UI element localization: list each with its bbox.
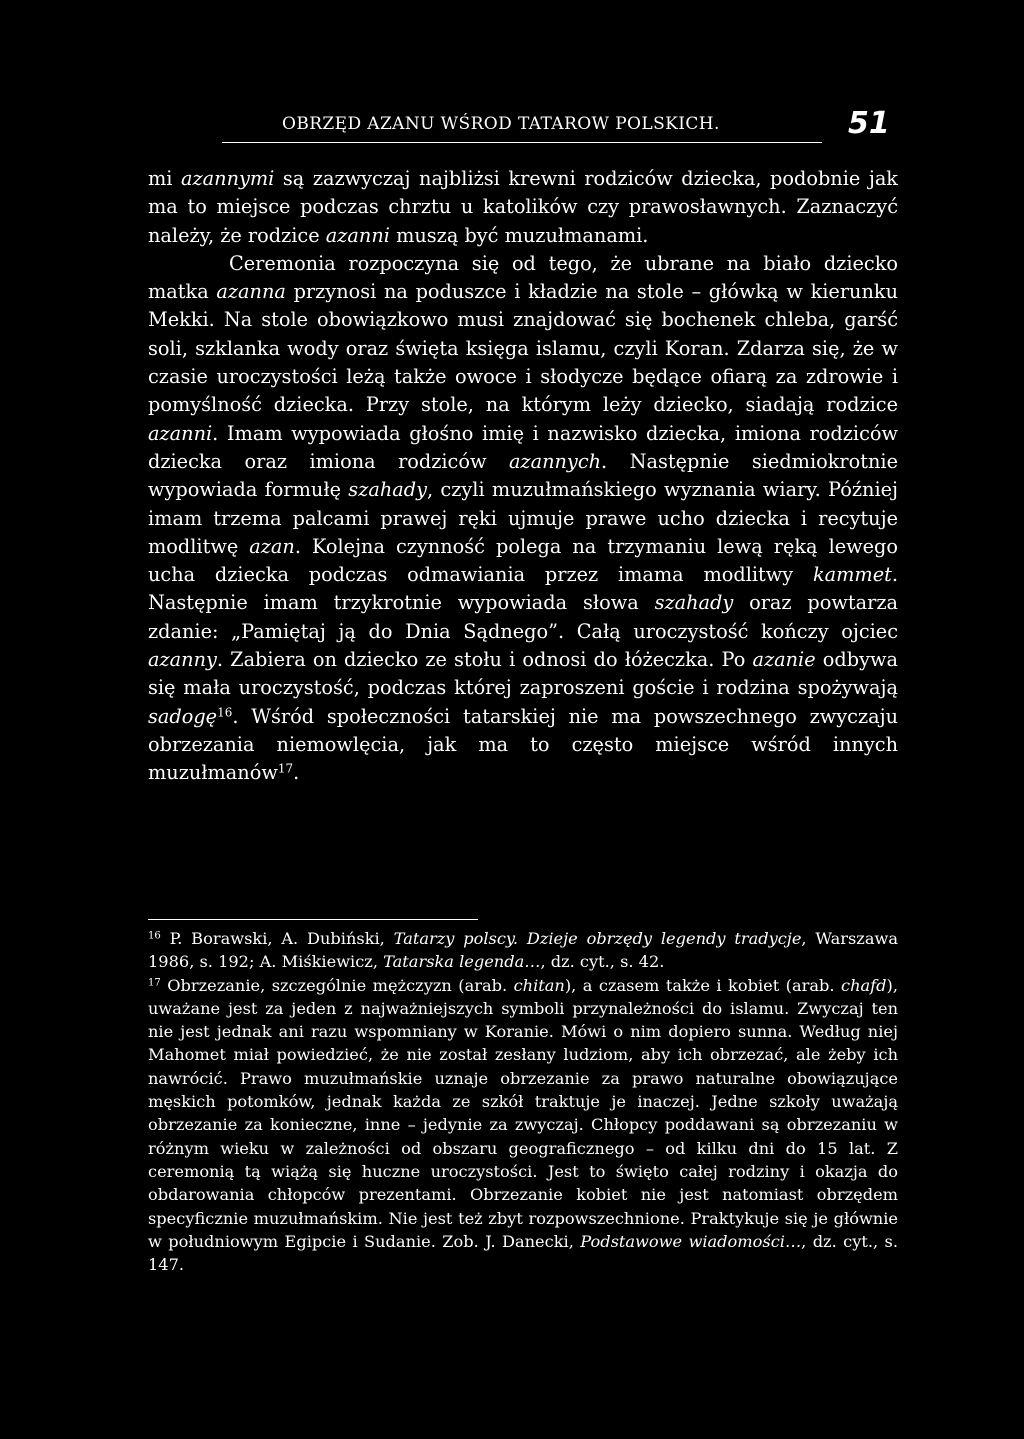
footnotes bbox=[148, 927, 898, 1276]
text-run: . bbox=[293, 761, 300, 785]
body-paragraph-1 bbox=[148, 165, 898, 250]
text-run: . Następnie imam trzykrotnie wypowiada słowa bbox=[148, 563, 898, 615]
footnote-17 bbox=[148, 974, 898, 1277]
text-run: . Następnie siedmiokrotnie wypowiada formułę bbox=[148, 449, 898, 502]
text-run: muszą być muzułmanami. bbox=[389, 223, 649, 247]
footnote-separator bbox=[148, 919, 478, 920]
main-text bbox=[148, 165, 898, 788]
text-run: oraz powtarza zdanie: „Pamiętaj ją do Dnia Sądnego”. Całą uroczystość kończy ojciec bbox=[148, 591, 898, 643]
text-run: , dz. cyt., s. 147. bbox=[148, 1231, 899, 1275]
text-run: . Kolejna czynność polega na trzymaniu lewą ręką lewego ucha dziecka podczas odmawiania przez imama modlitwy bbox=[148, 534, 899, 587]
body-paragraph-2 bbox=[148, 250, 898, 788]
italic-term: azanna bbox=[216, 280, 286, 304]
text-run: odbywa się mała uroczystość, podczas której zaproszeni goście i rodzina spożywają bbox=[148, 648, 898, 700]
text-run: Ceremonia rozpoczyna się od tego, że ubrane na biało dziecko matka bbox=[148, 251, 898, 304]
text-run: . Wśród społeczności tatarskiej nie ma powszechnego zwyczaju obrzezania niemowlęcia, jak ma to często miejsce wśród innych muzułmanów bbox=[148, 704, 898, 785]
italic-term: azannych bbox=[508, 449, 602, 473]
text-run: , Warszawa 1986, s. 192; A. Miśkiewicz, bbox=[148, 929, 898, 972]
text-run: są zazwyczaj najbliżsi krewni rodziców dziecka, podobnie jak ma to miejsce podczas chrztu u katolików czy prawosławnych. Zaznaczyć należy, że rodzice bbox=[148, 167, 898, 247]
text-run: . Imam wypowiada głośno imię i nazwisko dziecka, imiona rodziców dziecka oraz imiona rodziców bbox=[148, 421, 898, 473]
italic-term: kammet bbox=[812, 563, 892, 587]
italic-term: azanni bbox=[148, 421, 213, 445]
italic-term: Podstawowe wiadomości… bbox=[580, 1231, 802, 1251]
footnote-16 bbox=[148, 927, 898, 974]
text-run: , dz. cyt., s. 42. bbox=[540, 952, 665, 972]
italic-term: azanie bbox=[752, 648, 816, 672]
text-run: przynosi na poduszce i kładzie na stole – główką w kierunku Mekki. Na stole obowiązkowo musi znajdować się bochenek chleba, garść soli, szklanka wody oraz święta księga islamu, czyli Koran. Zdarza się, że w czasie uroczystości leżą także owoce i słodycze będące ofiarą za zdrowie i pomyślność dziecka. Przy stole, na którym leży dziecko, siadają rodzice bbox=[148, 280, 898, 417]
text-run: . Zabiera on dziecko ze stołu i odnosi do łóżeczka. Po bbox=[216, 648, 753, 672]
italic-term: Tatarska legenda… bbox=[383, 952, 541, 972]
text-run: mi bbox=[148, 167, 182, 190]
italic-term: szahady bbox=[654, 591, 734, 615]
italic-term: azanny bbox=[148, 648, 217, 672]
italic-term: azannymi bbox=[181, 167, 275, 190]
italic-term: chitan bbox=[513, 975, 565, 995]
italic-term: azan bbox=[249, 534, 295, 558]
running-header bbox=[222, 110, 822, 143]
italic-term: szahady bbox=[348, 478, 427, 502]
footnote-ref: 16 bbox=[148, 930, 161, 942]
running-title: OBRZĘD AZANU WŚROD TATAROW POLSKICH. bbox=[282, 114, 720, 134]
italic-term: Tatarzy polscy. Dzieje obrzędy legendy tradycje bbox=[393, 929, 802, 948]
footnote-ref: 16 bbox=[217, 705, 233, 720]
text-run: , czyli muzułmańskiego wyznania wiary. Później imam trzema palcami prawej ręki ujmuje prawe ucho dziecka i recytuje modlitwę bbox=[148, 478, 898, 558]
text-run: Obrzezanie, szczególnie mężczyzn (arab. bbox=[160, 975, 514, 995]
italic-term: chafd bbox=[841, 975, 887, 995]
footnote-ref: 17 bbox=[148, 977, 161, 989]
page-number: 51 bbox=[848, 106, 890, 141]
italic-term: azanni bbox=[325, 223, 390, 247]
italic-term: sadogę bbox=[148, 704, 218, 728]
text-run: ), uważane jest za jeden z najważniejszych symboli przynależności do islamu. Zwyczaj ten nie jest jednak ani razu wspomniany w Koranie. Mówi o nim dopiero sunna. Według niej Mahomet miał powiedzieć, że nie został zesłany ludziom, aby ich obrzezać, ale żeby ich nawrócić. Prawo muzułmańskie uznaje obrzezanie za prawo naturalne obowiązujące męskich potomków, jednak każda ze szkół traktuje je inaczej. Jedne szkoły uważają obrzezanie za konieczne, inne – jedynie za zwyczaj. Chłopcy poddawani są obrzezaniu w różnym wieku w zależności od obszaru geograficznego – od kilku dni do 15 lat. Z ceremonią tą wiążą się huczne uroczystości. Jest to święto całej rodziny i okazja do obdarowania chłopców prezentami. Obrzezanie kobiet nie jest natomiast obrzędem specyficznie muzułmańskim. Nie jest też zbyt rozpowszechnione. Praktykuje się je głównie w południowym Egipcie i Sudanie. Zob. J. Danecki, bbox=[148, 975, 898, 1251]
text-run: P. Borawski, A. Dubiński, bbox=[160, 929, 394, 948]
footnote-ref: 17 bbox=[277, 761, 294, 776]
text-run: ), a czasem także i kobiet (arab. bbox=[564, 975, 842, 995]
